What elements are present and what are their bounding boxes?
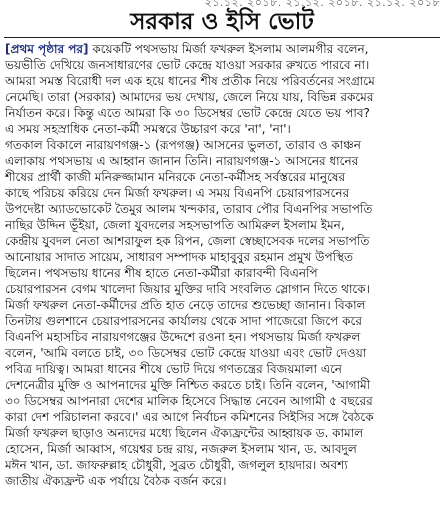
article-line: শীষের প্রার্থী কাজী মনিরুজ্জামান মনিরকে নেতা-কর্মীসহ সর্বস্তরের মানুষের — [5, 170, 346, 184]
article-line: ভয়ভীতি দেখিয়ে জনসাধারণের ভোট কেন্দ্রে যাওয়া সরকার রুখতে পারবে না। — [5, 58, 370, 72]
article-line: নেমেছি। তারা (সরকার) আমাদের ভয় দেখায়, জেলে নিয়ে যায়, বিভিন্ন রকমের — [5, 90, 374, 104]
article-line: ৩০ ডিসেম্বর আপনারা দেশের মালিক হিসেবে সিদ্ধান্ত নেবেন আগামী ৫ বছরের — [5, 394, 373, 408]
article-body — [5, 41, 439, 525]
continued-from-front-page-label: [প্রথম পৃষ্ঠার পর] — [5, 42, 89, 56]
article-line: ছিলেন। পথসভায় ধানের শীষ হাতে নেতা-কর্মীরা কারাবন্দী বিএনপি — [5, 266, 318, 280]
article-line: জাতীয় ঐক্যফ্রন্ট এক পর্যায়ে বৈঠক বর্জন করে। — [5, 474, 227, 488]
article-line: উপদেষ্টা অ্যাডভোকেট তৈমুর আলম খন্দকার, তারাব পৌর বিএনপির সভাপতি — [5, 202, 373, 216]
previous-text-strip — [0, 0, 444, 8]
article-line: মির্জা ফখরুল নেতা-কর্মীদের প্রতি হাত নেড়ে তাদের শুভেচ্ছা জানান। বিকাল — [5, 298, 366, 312]
article-line — [5, 41, 439, 57]
article-line: দেশনেত্রীর মুক্তি ও আপনাদের মুক্তি নিশ্চিত করতে চাই। তিনি বলেন, 'আগামী — [5, 378, 371, 392]
article-line: হোসেন, মির্জা আব্বাস, গয়েশ্বর চন্দ্র রায়, নজরুল ইসলাম খান, ড. আবদুল — [5, 442, 357, 456]
article-line: এলাকায় পথসভায় এ আহ্বান জানান তিনি। নারায়ণগঞ্জ-১ আসনের ধানের — [5, 154, 359, 168]
headline-divider — [4, 37, 440, 38]
article-line: আনোয়ার সাদাত সায়েম, সাধারণ সম্পাদক মাহাবুবুর রহমান প্রমুখ উপস্থিত — [5, 250, 354, 264]
article-line: কাছে পরিচয় করিয়ে দেন মির্জা ফখরুল। এ সময় বিএনপি চেয়ারপারসনের — [5, 186, 350, 200]
cropped-text-line: ২১.১২. ২০১৮. ২১.১২. ২০১৮. ২১.১২. ২০১৮ — [204, 0, 440, 8]
article-line: চেয়ারপারসন বেগম খালেদা জিয়ার মুক্তির দাবি সংবলিত স্লোগান দিতে থাকে। — [5, 282, 370, 296]
article-line: বলেন, 'আমি বলতে চাই, ৩০ ডিসেম্বর ভোট কেন্দ্রে যাওয়া এবং ভোট দেওয়া — [5, 346, 367, 360]
article-line: আমরা সমস্ত বিরোধী দল এক হয়ে ধানের শীষ প্রতীক নিয়ে পরিবর্তনের সংগ্রামে — [5, 74, 375, 88]
article-line: কারা দেশ পরিচালনা করবে।' এর আগে নির্বাচন কমিশনের সিইসির সঙ্গে বৈঠকে — [5, 410, 374, 424]
article-line: মির্জা ফখরুল ছাড়াও অন্যদের মধ্যে ছিলেন ঐক্যফ্রন্টের আহ্বায়ক ড. কামাল — [5, 426, 364, 440]
article-line: পবিত্র দায়িত্ব। আমরা ধানের শীষে ভোট দিয়ে গণতন্ত্রের বিজয়মালা এনে — [5, 362, 342, 376]
article-line: এ সময় সহস্রাধিক নেতা-কর্মী সমস্বরে উচ্চারণ করে 'না', 'না'। — [5, 122, 291, 136]
article-line: নাছির উদ্দিন ভূঁইয়া, জেলা যুবদলের সহসভাপতি আমিরুল ইসলাম ইমন, — [5, 218, 345, 232]
headline: সরকার ও ইসি ভোট — [130, 9, 314, 35]
article-line: বিএনপি মহাসচিব নারায়ণগঞ্জের উদ্দেশে রওনা হন। পথসভায় মির্জা ফখরুল — [5, 330, 361, 344]
article-line: নির্যাতন করে। কিন্তু এতে আমরা কি ৩০ ডিসেম্বর ভোট কেন্দ্রে যেতে ভয় পাব? — [5, 106, 370, 120]
article-line: তিনটায় গুলশানে চেয়ারপারসনের কার্যালয় থেকে সাদা পাজেরো জিপে করে — [5, 314, 362, 328]
article-line: মঈন খান, ডা. জাফরুল্লাহ চৌধুরী, সুব্রত চৌধুরী, জগলুল হায়দার। অবশ্য — [5, 458, 348, 472]
article-line: কেন্দ্রীয় যুবদল নেতা আশরাফুল হক রিপন, জেলা স্বেচ্ছাসেবক দলের সভাপতি — [5, 234, 370, 248]
article-line-text: কয়েকটি পথসভায় মির্জা ফখরুল ইসলাম আলমগীর বলেন, — [88, 42, 369, 56]
article-line: গতকাল বিকালে নারায়ণগঞ্জ-১ (রূপগঞ্জ) আসনের ভুলতা, তারাব ও কাঞ্চন — [5, 138, 361, 152]
